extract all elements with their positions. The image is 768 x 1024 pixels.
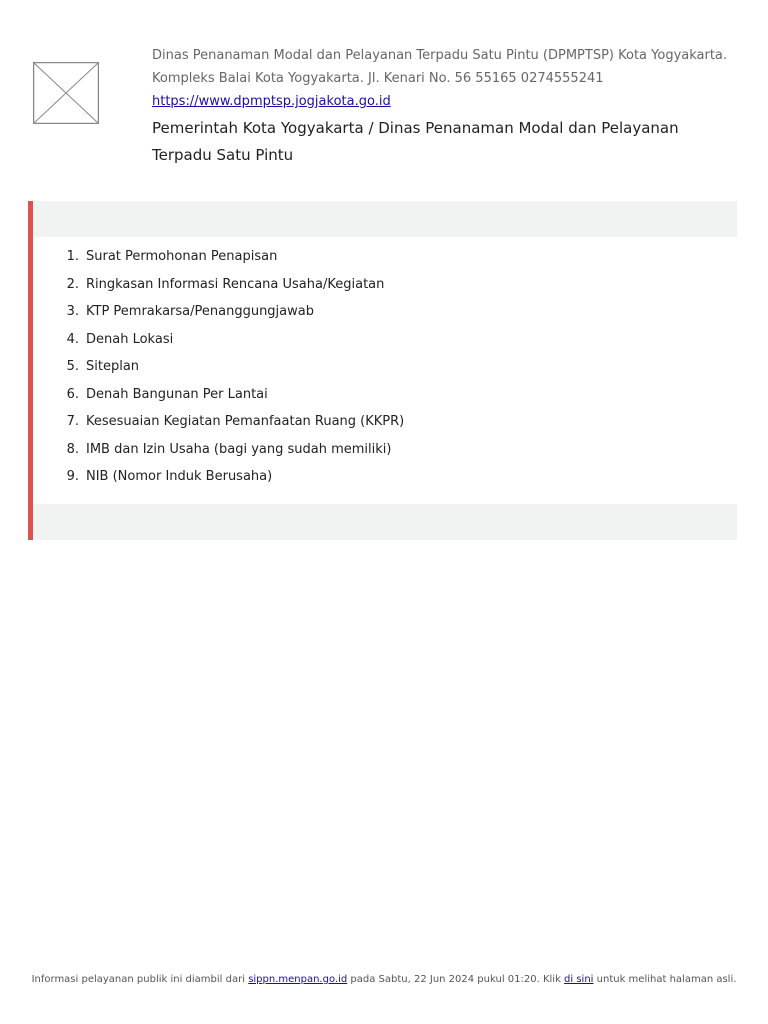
list-item-number: 6.	[66, 386, 79, 402]
list-item-number: 4.	[66, 331, 79, 347]
agency-name: Dinas Penanaman Modal dan Pelayanan Terpadu Satu Pintu (DPMPTSP) Kota Yogyakarta.	[152, 48, 728, 63]
original-page-link[interactable]: di sini	[564, 974, 594, 985]
footer-prefix-text: Informasi pelayanan publik ini diambil dari	[31, 974, 245, 985]
list-item-text: IMB dan Izin Usaha (bagi yang sudah memiliki)	[86, 441, 392, 457]
agency-address: Kompleks Balai Kota Yogyakarta. Jl. Kenari No. 56 55165 0274555241	[152, 71, 604, 86]
list-item-number: 7.	[66, 414, 79, 429]
list-item-number: 5.	[66, 359, 79, 374]
list-item-text: Denah Lokasi	[86, 331, 174, 347]
source-link[interactable]: sippn.menpan.go.id	[248, 974, 348, 985]
list-item-text: Ringkasan Informasi Rencana Usaha/Kegiatan	[86, 276, 385, 292]
agency-website-link[interactable]: https://www.dpmptsp.jogjakota.go.id	[152, 94, 391, 109]
requirements-panel	[28, 201, 737, 540]
agency-header	[152, 44, 742, 169]
list-item-text: KTP Pemrakarsa/Penanggungjawab	[86, 304, 314, 319]
list-item-text: Denah Bangunan Per Lantai	[86, 386, 268, 402]
list-item-number: 3.	[66, 304, 79, 319]
broken-image-icon	[33, 62, 99, 124]
list-item-number: 1.	[66, 249, 79, 264]
list-item-text: Kesesuaian Kegiatan Pemanfaatan Ruang (KKPR)	[86, 414, 405, 429]
source-footer	[0, 972, 768, 988]
list-item-number: 8.	[66, 441, 79, 457]
panel-header-bar	[33, 201, 737, 237]
list-item-text: Siteplan	[86, 359, 140, 374]
list-item-number: 2.	[66, 276, 79, 292]
panel-footer-bar	[33, 504, 737, 540]
page-title: Pemerintah Kota Yogyakarta / Dinas Penanaman Modal dan Pelayanan Terpadu Satu Pintu	[152, 119, 679, 164]
list-item-number: 9.	[66, 469, 79, 484]
list-item-text: Surat Permohonan Penapisan	[86, 249, 278, 264]
footer-suffix-text: untuk melihat halaman asli.	[596, 974, 737, 985]
list-item-text: NIB (Nomor Induk Berusaha)	[86, 469, 273, 484]
footer-middle-text: pada Sabtu, 22 Jun 2024 pukul 01:20. Klik	[350, 974, 561, 985]
